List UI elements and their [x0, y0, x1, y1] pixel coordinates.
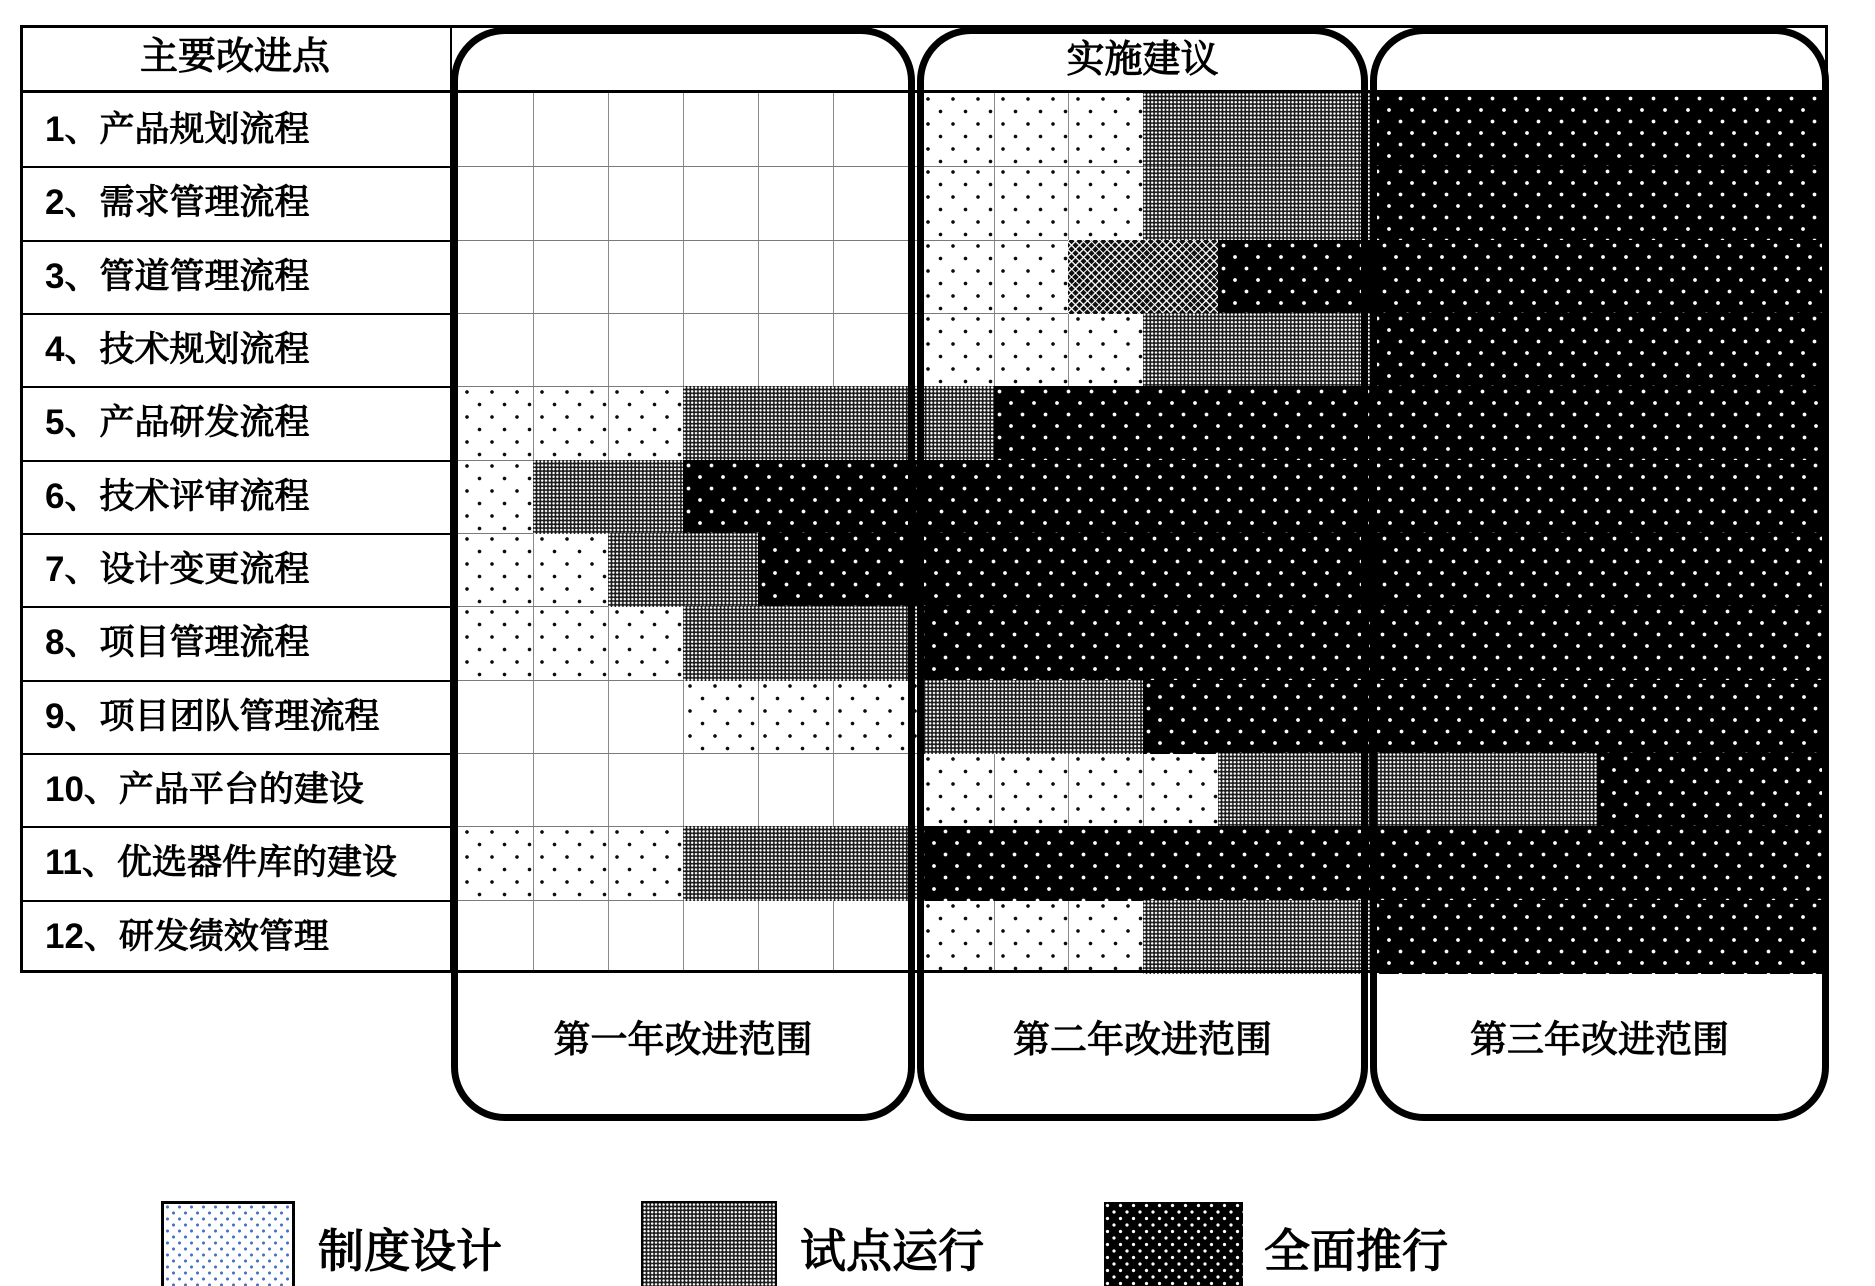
year2-label: 第二年改进范围: [1013, 1019, 1272, 1060]
year1-label: 第一年改进范围: [553, 1019, 813, 1060]
row-label: 8、项目管理流程: [45, 623, 310, 663]
legend-swatch-design: [161, 1201, 295, 1286]
main-points-header: 主要改进点: [139, 36, 330, 78]
year1-capsule: [451, 27, 915, 1121]
year3-label: 第三年改进范围: [1470, 1019, 1729, 1060]
row-label: 2、需求管理流程: [45, 183, 310, 223]
legend-label-rollout: 全面推行: [1264, 1225, 1448, 1277]
legend-swatch-pilot: [641, 1201, 777, 1286]
legend-label-pilot: 试点运行: [800, 1225, 984, 1277]
row-label: 12、研发绩效管理: [45, 916, 329, 956]
implementation-banner: 实施建议: [1066, 39, 1219, 81]
row-label: 9、项目团队管理流程: [45, 696, 380, 736]
row-label: 4、技术规划流程: [45, 329, 310, 369]
row-label: 5、产品研发流程: [45, 403, 310, 443]
row-label: 11、优选器件库的建设: [45, 843, 398, 883]
legend-label-design: 制度设计: [318, 1225, 502, 1277]
legend-swatch-rollout: [1104, 1202, 1243, 1286]
year2-capsule: [917, 27, 1368, 1121]
row-label: 3、管道管理流程: [45, 256, 310, 296]
row-label: 7、设计变更流程: [45, 549, 310, 589]
row-label: 6、技术评审流程: [45, 476, 310, 516]
row-label: 1、产品规划流程: [45, 110, 310, 149]
year3-capsule: [1370, 27, 1829, 1121]
row-label: 10、产品平台的建设: [45, 769, 364, 809]
